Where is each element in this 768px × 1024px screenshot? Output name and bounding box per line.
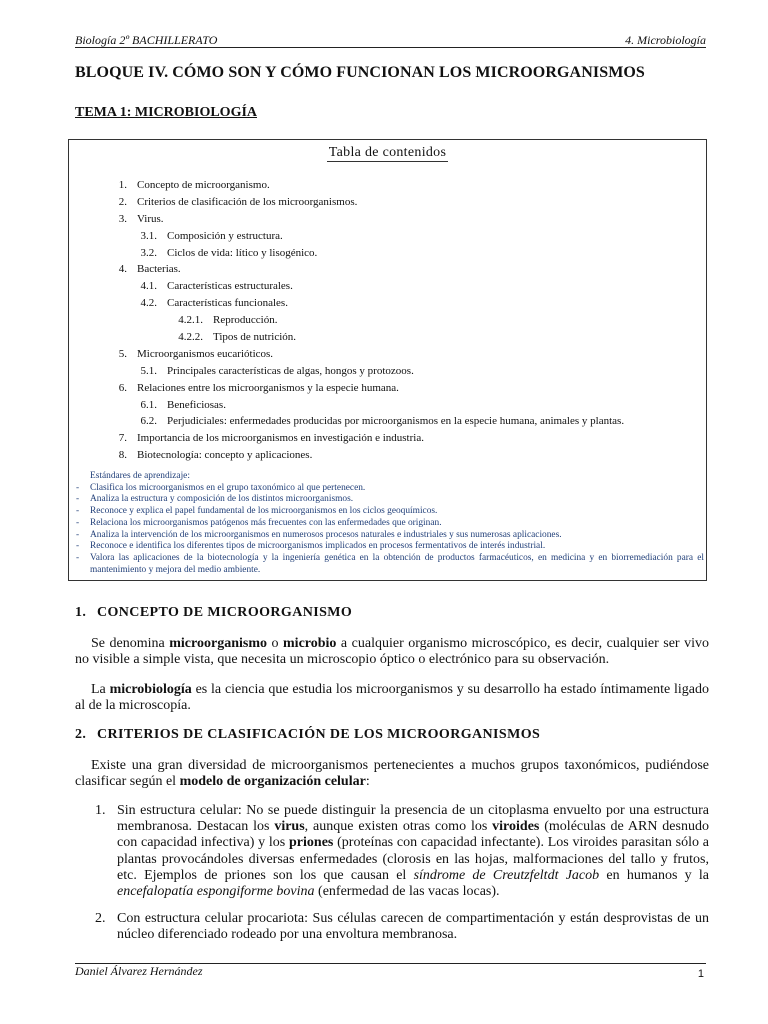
block-title: BLOQUE IV. CÓMO SON Y CÓMO FUNCIONAN LOS MICROORGANISMOS (75, 64, 645, 81)
standards-heading: Estándares de aprendizaje: (90, 471, 190, 481)
running-footer (75, 963, 706, 978)
table-of-contents-box (68, 139, 707, 581)
standard-item: - Analiza la estructura y composición de los distintos microorganismos. (76, 494, 354, 505)
toc-item: 3.2. Ciclos de vida: lítico y lisogénico. (140, 246, 318, 259)
standard-item: - Reconoce e identifica los diferentes tipos de microorganismos implicados en procesos fermentativos de interés industrial. (76, 541, 546, 552)
running-header (75, 33, 706, 48)
toc-item: 3.1. Composición y estructura. (140, 229, 283, 242)
header-unit: 4. Microbiología (625, 33, 706, 47)
list-item: 1. Sin estructura celular: No se puede distinguir la presencia de un citoplasma envuelto por una estructura membranosa. Destacan los virus, aunque existen otras como los viroides (moléculas de ARN desnudo con capacidad infectiva) y los priones (proteínas con capacidad infectante). Los viroides parasitan sólo a plantas provocándoles diversas enfermedades (clorosis en las hojas, malformaciones del tallo y frutos, etc. Ejemplos de priones son los que causan el síndrome de Creutzfeltdt Jacob en humanos y la encefalopatía espongiforme bovina (enfermedad de las vacas locas). (95, 803, 710, 900)
toc-title: Tabla de contenidos (328, 145, 447, 160)
toc-item: 4.2. Características funcionales. (140, 297, 288, 310)
toc-item: 1. Concepto de microorganismo. (118, 179, 270, 191)
page-number: 1 (697, 968, 704, 980)
list-item: 2. Con estructura celular procariota: Sus células carecen de compartimentación y están desprovistas de un núcleo diferenciado rodeado por una envoltura membranosa. (95, 911, 709, 943)
tema-title: TEMA 1: MICROBIOLOGÍA (75, 105, 258, 120)
toc-item: 4.1. Características estructurales. (140, 280, 293, 293)
header-subject: Biología 2º BACHILLERATO (75, 33, 218, 47)
toc-item: 4.2.2. Tipos de nutrición. (178, 331, 297, 344)
section-2-paragraph-1: Existe una gran diversidad de microorganismos pertenecientes a muchos grupos taxonómicos, pudiéndose clasificar según el modelo de organización celular: (75, 758, 709, 790)
toc-item: 5.1. Principales características de algas, hongos y protozoos. (140, 364, 414, 377)
standard-item: - Clasifica los microorganismos en el grupo taxonómico al que pertenecen. (76, 482, 366, 493)
toc-item: 6.1. Beneficiosas. (140, 398, 226, 411)
toc-item: 5. Microorganismos eucarióticos. (118, 347, 274, 360)
standard-item: - Valora las aplicaciones de la biotecnología y la ingeniería genética en la obtención de productos farmacéuticos, en medicina y en biorremediación para el mantenimiento y mejora del medio ambiente. (76, 552, 704, 575)
section-1-paragraph-1: Se denomina microorganismo o microbio a cualquier organismo microscópico, es decir, cualquier ser vivo no visible a simple vista, que necesita un microscopio óptico o electrónico para su observación. (75, 636, 709, 668)
toc-item: 2. Criterios de clasificación de los microorganismos. (118, 195, 358, 208)
toc-item: 4.2.1. Reproducción. (178, 314, 278, 327)
standard-item: - Analiza la intervención de los microorganismos en numerosos procesos naturales e industriales y sus numerosas aplicaciones. (76, 529, 562, 540)
section-1-heading: 1. CONCEPTO DE MICROORGANISMO (75, 605, 353, 620)
section-1-paragraph-2: La microbiología es la ciencia que estudia los microorganismos y su desarrollo ha estado íntimamente ligado al de la microscopía. (75, 682, 709, 714)
toc-item: 6. Relaciones entre los microorganismos y la especie humana. (118, 381, 399, 394)
toc-item: 7. Importancia de los microorganismos en investigación e industria. (118, 432, 424, 445)
learning-standards (69, 471, 706, 576)
toc-item: 3. Virus. (118, 212, 164, 225)
toc-list (69, 179, 706, 466)
standard-item: - Reconoce y explica el papel fundamental de los microorganismos en los ciclos geoquímicos. (76, 506, 438, 517)
section-2-heading: 2. CRITERIOS DE CLASIFICACIÓN DE LOS MICROORGANISMOS (75, 727, 541, 742)
footer-author: Daniel Álvarez Hernández (75, 964, 203, 978)
toc-item: 8. Biotecnología: concepto y aplicaciones. (118, 449, 313, 462)
standard-item: - Relaciona los microorganismos patógenos más frecuentes con las enfermedades que originan. (76, 517, 442, 528)
toc-item: 6.2. Perjudiciales: enfermedades producidas por microorganismos en la especie humana, animales y plantas. (140, 415, 625, 428)
toc-item: 4. Bacterias. (118, 263, 181, 276)
